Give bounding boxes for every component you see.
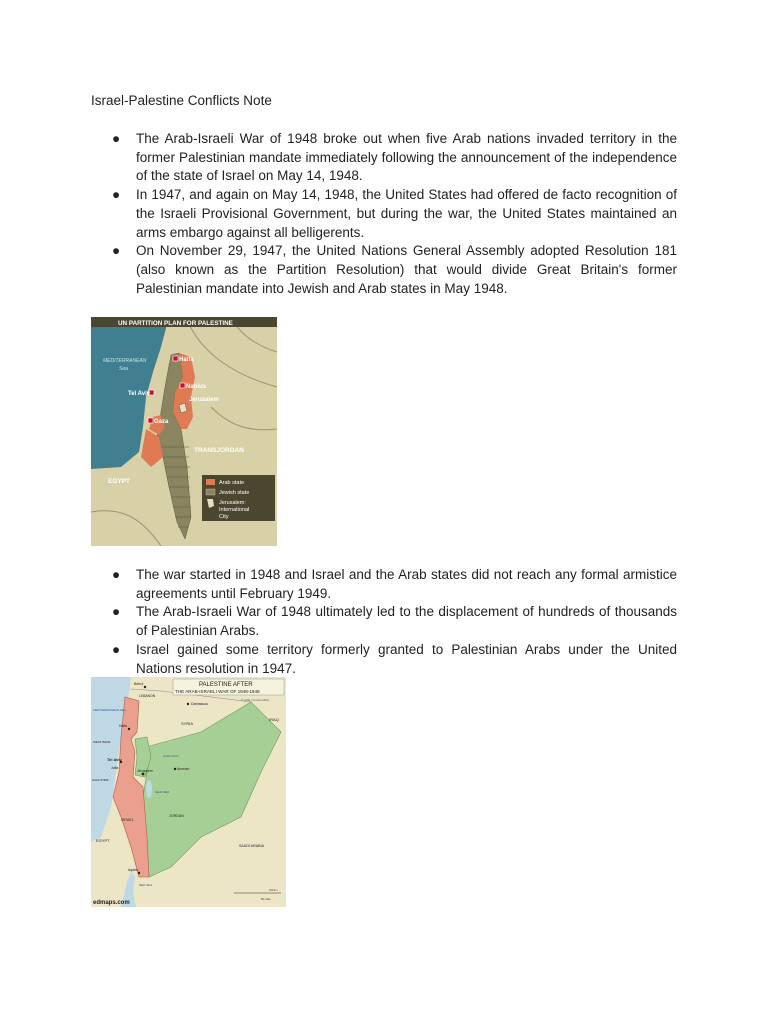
list-item-text: The Arab-Israeli War of 1948 ultimately led to the displacement of hundreds of thousands of Palestinian Arabs.: [136, 604, 677, 639]
map2-jordan-river: Jordan River: [163, 754, 179, 758]
bullet-dot: ●: [112, 187, 121, 203]
map2-saudi: SAUDI ARABIA: [239, 844, 264, 848]
list-item: [91, 130, 677, 186]
list-item-text: The war started in 1948 and Israel and the Arab states did not reach any formal armistice agreements until February 1949.: [136, 567, 677, 601]
bullet-list-2: [91, 566, 677, 678]
un-partition-map: [91, 317, 277, 546]
map2-title-2: THE ARAB-ISRAELI WAR OF 1948-1949: [175, 689, 260, 694]
document-title: Israel-Palestine Conflicts Note: [91, 93, 272, 108]
map2-damascus: Damascus: [191, 702, 208, 706]
legend-intl-label-2: International: [219, 507, 250, 513]
map1-city-haifa: Haifa: [179, 357, 194, 363]
list-item: [91, 641, 677, 678]
map1-city-nablus: Nablus: [186, 384, 207, 390]
map2-lebanon: LEBANON: [139, 694, 156, 698]
map2-iraq: IRAQ: [269, 717, 279, 722]
haifa-marker: [173, 356, 178, 361]
map2-source: edmaps.com: [93, 900, 130, 906]
bullet-dot: ●: [112, 604, 121, 620]
map2-dead-sea: DEAD SEA: [155, 790, 170, 794]
legend-swatch-jewish: [206, 489, 215, 495]
map1-city-jerusalem: Jerusalem: [189, 397, 219, 403]
bullet-dot: ●: [112, 567, 121, 582]
map1-region-transjordan: TRANSJORDAN: [194, 447, 244, 454]
bullet-list-1: [91, 130, 677, 298]
list-item-text: Israel gained some territory formerly granted to Palestinian Arabs under the United Nations resolution in 1947.: [136, 641, 677, 676]
map1-region-egypt: EGYPT: [108, 478, 131, 485]
map2-copyright: © 2011 Curious Mind: [241, 698, 270, 702]
map1-city-gaza: Gaza: [154, 419, 169, 425]
bullet-dot: ●: [112, 131, 121, 146]
map2-jordan: JORDAN: [169, 814, 184, 818]
map2-israel: ISRAEL: [121, 818, 134, 822]
map1-city-tel-aviv: Tel Aviv: [128, 391, 151, 397]
map2-tel-aviv: Tel Aviv: [107, 757, 122, 762]
list-item: [91, 603, 677, 640]
legend-intl-label-3: City: [219, 514, 229, 520]
map2-aqaba: Aqaba: [128, 868, 138, 872]
legend-arab-label: Arab state: [219, 480, 245, 486]
map2-syria: SYRIA: [181, 721, 194, 726]
map2-sea: MEDITERRANEAN SEA: [93, 708, 126, 712]
gaza-marker: [148, 418, 153, 423]
list-item: [91, 186, 677, 242]
list-item-text: The Arab-Israeli War of 1948 broke out when five Arab nations invaded territory in the former Palestinian mandate immediately following the announcement of the independence of the state of Israel on May 14, 1948.: [136, 131, 677, 184]
map1-sea-label-2: Sea: [119, 366, 128, 372]
map2-jaffa: Jaffa: [111, 766, 119, 770]
map2-title-1: PALESTINE AFTER: [199, 682, 253, 688]
map2-red-sea: RED SEA: [139, 883, 153, 887]
legend-intl-label-1: Jerusalem:: [219, 500, 246, 506]
map1-title: UN PARTITION PLAN FOR PALESTINE: [118, 320, 233, 327]
list-item: [91, 242, 677, 298]
map2-egypt: EGYPT: [96, 838, 110, 843]
map1-sea-label: MEDITERRANEAN: [103, 358, 147, 364]
map2-haifa: Haifa: [119, 724, 127, 728]
map2-gaza-strip: GAZA STRIP: [92, 778, 109, 782]
map2-amman: Amman: [177, 767, 190, 771]
legend-swatch-arab: [206, 479, 215, 485]
list-item: [91, 566, 677, 603]
list-item-text: In 1947, and again on May 14, 1948, the United States had offered de facto recognition of the Israeli Provisional Government, but during the war, the United States maintained an arms embargo against all belligerents.: [136, 187, 677, 240]
bullet-dot: ●: [112, 641, 121, 657]
post-war-map: [91, 677, 286, 907]
list-item-text: On November 29, 1947, the United Nations General Assembly adopted Resolution 181 (also known as the Partition Resolution) that would divide Great Britain's former Palestinian mandate into Jewish and Arab states in May 1948.: [136, 243, 677, 296]
legend-jewish-label: Jewish state: [219, 490, 250, 496]
map2-scale-mi: 50 miles: [261, 898, 271, 901]
map2-west-bank: WEST BANK: [93, 740, 111, 744]
map2-jerusalem: Jerusalem: [137, 769, 153, 773]
bullet-dot: ●: [112, 243, 121, 259]
nablus-marker: [180, 383, 185, 388]
map2-scale-km: 100 km: [269, 889, 278, 892]
map2-beirut: Beirut: [134, 682, 144, 686]
